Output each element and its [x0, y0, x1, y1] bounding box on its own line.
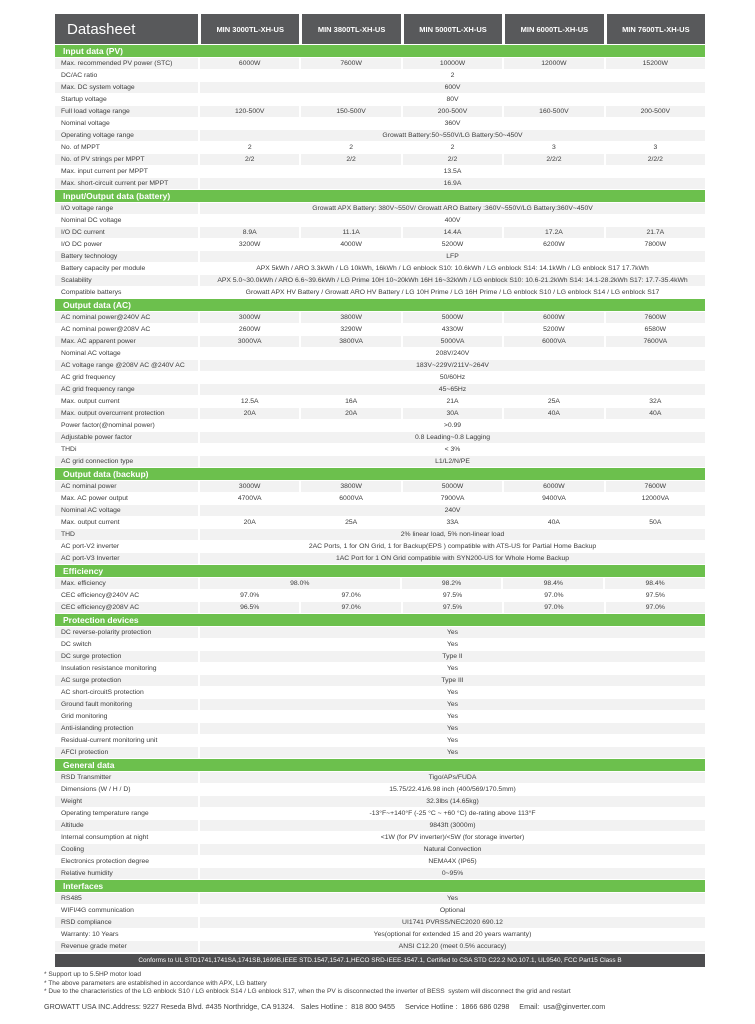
spec-row [55, 456, 705, 467]
footnote-line: * Due to the characteristics of the LG enblock S10 / LG enblock S14 / LG enblock S17, when the PV is disconnected the inverter of BESS system will disconnect the grid and restart [44, 988, 571, 995]
spec-row [55, 396, 705, 407]
spec-value: 3290W [301, 324, 400, 335]
spec-label: AC grid frequency [55, 372, 198, 383]
spec-label: Max. AC apparent power [55, 336, 198, 347]
spec-value: 13.5A [200, 166, 705, 177]
spec-label: AC grid connection type [55, 456, 198, 467]
spec-value: Yes [200, 735, 705, 746]
model-column-header: MIN 5000TL-XH-US [404, 14, 502, 44]
spec-value: 20A [200, 517, 299, 528]
spec-label: AC nominal power [55, 481, 198, 492]
spec-row [55, 348, 705, 359]
spec-row [55, 275, 705, 286]
spec-row [55, 735, 705, 746]
spec-value: 160-500V [504, 106, 603, 117]
spec-label: No. of MPPT [55, 142, 198, 153]
spec-label: Altitude [55, 820, 198, 831]
spec-value: 32.3lbs (14.65kg) [200, 796, 705, 807]
spec-label: I/O voltage range [55, 203, 198, 214]
spec-row [55, 312, 705, 323]
spec-label: Operating voltage range [55, 130, 198, 141]
spec-value: 2 [200, 142, 299, 153]
spec-row [55, 178, 705, 189]
spec-value: 6000VA [301, 493, 400, 504]
spec-value: 32A [606, 396, 705, 407]
spec-value: 21.7A [606, 227, 705, 238]
spec-value: Yes(optional for extended 15 and 20 years warranty) [200, 929, 705, 940]
spec-value: 2/2 [200, 154, 299, 165]
spec-label: DC reverse-polarity protection [55, 627, 198, 638]
spec-value: APX 5.0~30.0kWh / ARO 6.6~39.6kWh / LG Prime 10H 10~20kWh 16H 16~32kWh / LG enblock S10: 10.6-21.2kWh S14: 14.1-28.2kWh S17: 17.7-35.4kWh [200, 275, 705, 286]
spec-value: 40A [504, 408, 603, 419]
spec-label: DC surge protection [55, 651, 198, 662]
spec-value: 5200W [403, 239, 502, 250]
spec-label: Relative humidity [55, 868, 198, 879]
spec-value: 7800W [606, 239, 705, 250]
spec-value: Yes [200, 687, 705, 698]
spec-value: Type II [200, 651, 705, 662]
spec-value: 200-500V [403, 106, 502, 117]
spec-label: CEC efficiency@240V AC [55, 590, 198, 601]
spec-row [55, 699, 705, 710]
spec-value: 5200W [504, 324, 603, 335]
spec-value: 2% linear load, 5% non-linear load [200, 529, 705, 540]
spec-row [55, 360, 705, 371]
spec-value: Growatt APX Battery: 380V~550V/ Growatt ARO Battery :360V~550V/LG Battery:360V~450V [200, 203, 705, 214]
spec-value: Tigo/APs/FUDA [200, 772, 705, 783]
spec-value: 6000W [504, 312, 603, 323]
spec-value: Growatt Battery:50~550V/LG Battery:50~450V [200, 130, 705, 141]
spec-value: 2 [403, 142, 502, 153]
spec-row [55, 578, 705, 589]
section-header: Input/Output data (battery) [55, 190, 705, 202]
spec-label: Power factor(@nominal power) [55, 420, 198, 431]
spec-row [55, 263, 705, 274]
spec-row [55, 784, 705, 795]
model-column-header: MIN 3800TL-XH-US [302, 14, 400, 44]
spec-row [55, 832, 705, 843]
spec-value: 50/60Hz [200, 372, 705, 383]
spec-label: Electronics protection degree [55, 856, 198, 867]
spec-value: 6200W [504, 239, 603, 250]
spec-value: Natural Convection [200, 844, 705, 855]
spec-label: THD [55, 529, 198, 540]
spec-value: 96.5% [200, 602, 299, 613]
spec-row [55, 772, 705, 783]
spec-value: 97.5% [403, 590, 502, 601]
spec-label: Max. output current [55, 396, 198, 407]
spec-label: RSD Transmitter [55, 772, 198, 783]
spec-value: 80V [200, 94, 705, 105]
spec-row [55, 529, 705, 540]
spec-row [55, 711, 705, 722]
spec-value: Growatt APX HV Battery / Growatt ARO HV Battery / LG 10H Prime / LG 16H Prime / LG enblock S10 / LG enblock S14 / LG enblock S17 [200, 287, 705, 298]
spec-value: 4000W [301, 239, 400, 250]
footnote-line: * The above parameters are established in accordance with APX, LG battery [44, 979, 267, 987]
spec-label: Revenue grade meter [55, 941, 198, 952]
spec-value: 6000VA [504, 336, 603, 347]
spec-value: 1AC Port for 1 ON Grid compatible with SYN200-US for Whole Home Backup [200, 553, 705, 564]
spec-label: Full load voltage range [55, 106, 198, 117]
spec-value: 16.9A [200, 178, 705, 189]
spec-label: Max. input current per MPPT [55, 166, 198, 177]
spec-value: ANSI C12.20 (meet 0.5% accuracy) [200, 941, 705, 952]
spec-label: RSD compliance [55, 917, 198, 928]
spec-value: 3 [504, 142, 603, 153]
section-header: Input data (PV) [55, 45, 705, 57]
spec-label: DC switch [55, 639, 198, 650]
spec-value: <1W (for PV inverter)/<5W (for storage inverter) [200, 832, 705, 843]
spec-label: Grid monitoring [55, 711, 198, 722]
spec-label: Max. output overcurrent protection [55, 408, 198, 419]
spec-label: Battery technology [55, 251, 198, 262]
section-header: Interfaces [55, 880, 705, 892]
spec-value: 0.8 Leading~0.8 Lagging [200, 432, 705, 443]
spec-label: Cooling [55, 844, 198, 855]
spec-value: 97.0% [606, 602, 705, 613]
spec-label: Max. DC system voltage [55, 82, 198, 93]
spec-row [55, 336, 705, 347]
spec-label: Operating temperature range [55, 808, 198, 819]
spec-value: APX 5kWh / ARO 3.3kWh / LG 10kWh, 16kWh / LG enblock S10: 10.6kWh / LG enblock S14: 14.1kWh / LG enblock S17 17.7kWh [200, 263, 705, 274]
spec-row [55, 541, 705, 552]
spec-value: 360V [200, 118, 705, 129]
spec-value: 40A [606, 408, 705, 419]
spec-row [55, 142, 705, 153]
spec-row [55, 639, 705, 650]
spec-value: 10000W [403, 58, 502, 69]
spec-label: Warranty: 10 Years [55, 929, 198, 940]
spec-value: 45~65Hz [200, 384, 705, 395]
section-header: Output data (AC) [55, 299, 705, 311]
spec-value: 98.4% [503, 578, 603, 589]
spec-row [55, 723, 705, 734]
table-header [55, 14, 705, 44]
spec-value: < 3% [200, 444, 705, 455]
spec-label: I/O DC power [55, 239, 198, 250]
spec-row [55, 929, 705, 940]
spec-row [55, 408, 705, 419]
spec-label: Ground fault monitoring [55, 699, 198, 710]
spec-label: Nominal AC voltage [55, 348, 198, 359]
spec-label: Battery capacity per module [55, 263, 198, 274]
spec-label: RS485 [55, 893, 198, 904]
spec-row [55, 820, 705, 831]
spec-value: 4700VA [200, 493, 299, 504]
spec-label: AC nominal power@240V AC [55, 312, 198, 323]
spec-value: 97.0% [504, 590, 603, 601]
spec-label: No. of PV strings per MPPT [55, 154, 198, 165]
spec-row [55, 384, 705, 395]
spec-value: 16A [301, 396, 400, 407]
spec-row [55, 239, 705, 250]
spec-row [55, 94, 705, 105]
footnotes [44, 971, 705, 997]
spec-value: 0~95% [200, 868, 705, 879]
spec-label: THDi [55, 444, 198, 455]
spec-row [55, 651, 705, 662]
spec-value: Yes [200, 893, 705, 904]
spec-value: 50A [606, 517, 705, 528]
spec-label: Startup voltage [55, 94, 198, 105]
spec-row [55, 82, 705, 93]
spec-value: 97.0% [200, 590, 299, 601]
spec-value: 3800VA [301, 336, 400, 347]
spec-value: 9400VA [504, 493, 603, 504]
spec-row [55, 481, 705, 492]
section-header: Efficiency [55, 565, 705, 577]
spec-value: 3800W [301, 481, 400, 492]
spec-value: 40A [504, 517, 603, 528]
spec-value: 3 [606, 142, 705, 153]
spec-label: Residual-current monitoring unit [55, 735, 198, 746]
spec-value: 12000W [504, 58, 603, 69]
spec-value: 6000W [504, 481, 603, 492]
spec-label: Max. recommended PV power (STC) [55, 58, 198, 69]
spec-value: 11.1A [301, 227, 400, 238]
spec-value: 97.0% [301, 602, 400, 613]
spec-value: 240V [200, 505, 705, 516]
spec-row [55, 663, 705, 674]
spec-value: 25A [504, 396, 603, 407]
spec-value: Type III [200, 675, 705, 686]
spec-value: 3800W [301, 312, 400, 323]
spec-row [55, 130, 705, 141]
model-column-header: MIN 6000TL-XH-US [505, 14, 603, 44]
spec-row [55, 70, 705, 81]
spec-value: 2/2/2 [504, 154, 603, 165]
spec-value: 30A [403, 408, 502, 419]
spec-value: 21A [403, 396, 502, 407]
spec-row [55, 420, 705, 431]
spec-value: 2/2 [301, 154, 400, 165]
spec-row [55, 251, 705, 262]
footnote-line: * Support up to 5.5HP motor load [44, 971, 142, 978]
spec-value: 208V/240V [200, 348, 705, 359]
spec-value: 7600W [606, 312, 705, 323]
spec-row [55, 166, 705, 177]
spec-value: Yes [200, 711, 705, 722]
spec-table [44, 14, 705, 1011]
spec-row [55, 203, 705, 214]
spec-value: 6000W [200, 58, 299, 69]
spec-value: UI1741 PVRSS/NEC2020 690.12 [200, 917, 705, 928]
spec-label: Max. output current [55, 517, 198, 528]
spec-row [55, 372, 705, 383]
spec-value: 17.2A [504, 227, 603, 238]
spec-value: 20A [301, 408, 400, 419]
spec-value: 9843ft (3000m) [200, 820, 705, 831]
spec-value: Yes [200, 663, 705, 674]
spec-value: L1/L2/N/PE [200, 456, 705, 467]
spec-value: 12000VA [606, 493, 705, 504]
spec-value: Optional [200, 905, 705, 916]
spec-value: >0.99 [200, 420, 705, 431]
spec-value: 2/2 [403, 154, 502, 165]
spec-label: Nominal voltage [55, 118, 198, 129]
spec-value: 7600VA [606, 336, 705, 347]
spec-label: DC/AC ratio [55, 70, 198, 81]
spec-row [55, 893, 705, 904]
page-title: Datasheet [55, 14, 198, 44]
spec-label: AC port-V2 inverter [55, 541, 198, 552]
spec-value: 15200W [606, 58, 705, 69]
spec-value: Yes [200, 627, 705, 638]
spec-value: 97.0% [301, 590, 400, 601]
spec-row [55, 856, 705, 867]
spec-value: NEMA4X (IP65) [200, 856, 705, 867]
model-column-header: MIN 3000TL-XH-US [201, 14, 299, 44]
spec-value: 200-500V [606, 106, 705, 117]
section-header: General data [55, 759, 705, 771]
spec-value: 6580W [606, 324, 705, 335]
spec-value: 97.5% [403, 602, 502, 613]
model-column-header: MIN 7600TL-XH-US [607, 14, 705, 44]
company-contact-line: GROWATT USA INC.Address: 9227 Reseda Blvd. #435 Northridge, CA 91324. Sales Hotline : 818 800 9455 Service Hotline : 1866 686 0298 Email: usa@ginverter.com [44, 1001, 606, 1011]
spec-row [55, 796, 705, 807]
spec-value: 183V~229V/211V~264V [200, 360, 705, 371]
spec-value: 7600W [301, 58, 400, 69]
spec-row [55, 627, 705, 638]
spec-value: 4330W [403, 324, 502, 335]
spec-value: 120-500V [200, 106, 299, 117]
spec-value: 5000VA [403, 336, 502, 347]
spec-value: 5000W [403, 481, 502, 492]
spec-value: LFP [200, 251, 705, 262]
spec-value: 2/2/2 [606, 154, 705, 165]
spec-row [55, 905, 705, 916]
spec-label: AC nominal power@208V AC [55, 324, 198, 335]
section-header: Protection devices [55, 614, 705, 626]
spec-label: Max. AC power output [55, 493, 198, 504]
spec-row [55, 808, 705, 819]
spec-value: 2600W [200, 324, 299, 335]
spec-label: Weight [55, 796, 198, 807]
spec-label: Internal consumption at night [55, 832, 198, 843]
spec-label: AC voltage range @208V AC @240V AC [55, 360, 198, 371]
section-header: Output data (backup) [55, 468, 705, 480]
spec-value: 15.75/22.41/6.98 inch (400/569/170.5mm) [200, 784, 705, 795]
spec-row [55, 868, 705, 879]
spec-value: 3200W [200, 239, 299, 250]
spec-label: WIFI/4G communication [55, 905, 198, 916]
spec-value: 5000W [403, 312, 502, 323]
spec-value: 33A [403, 517, 502, 528]
spec-row [55, 844, 705, 855]
spec-value: Yes [200, 639, 705, 650]
spec-value: 98.4% [605, 578, 705, 589]
spec-value: 2 [200, 70, 705, 81]
spec-row [55, 444, 705, 455]
spec-value: 150-500V [301, 106, 400, 117]
spec-label: AC grid frequency range [55, 384, 198, 395]
spec-label: Anti-islanding protection [55, 723, 198, 734]
spec-value: 14.4A [403, 227, 502, 238]
spec-value: 98.0% [200, 578, 400, 589]
spec-row [55, 324, 705, 335]
spec-value: Yes [200, 699, 705, 710]
spec-label: AC surge protection [55, 675, 198, 686]
spec-value: 12.5A [200, 396, 299, 407]
spec-row [55, 590, 705, 601]
spec-value: 7600W [606, 481, 705, 492]
spec-label: CEC efficiency@208V AC [55, 602, 198, 613]
spec-value: 8.9A [200, 227, 299, 238]
spec-value: 3000W [200, 312, 299, 323]
spec-row [55, 602, 705, 613]
spec-label: I/O DC current [55, 227, 198, 238]
spec-value: 3000W [200, 481, 299, 492]
spec-row [55, 215, 705, 226]
spec-row [55, 432, 705, 443]
spec-value: -13°F~+140°F (-25 °C ~ +60 °C) de-rating above 113°F [200, 808, 705, 819]
spec-value: 2 [301, 142, 400, 153]
spec-row [55, 747, 705, 758]
spec-value: 400V [200, 215, 705, 226]
spec-value: 97.0% [504, 602, 603, 613]
spec-value: 600V [200, 82, 705, 93]
spec-value: 7900VA [403, 493, 502, 504]
spec-row [55, 106, 705, 117]
spec-label: Scalability [55, 275, 198, 286]
spec-label: Nominal DC voltage [55, 215, 198, 226]
spec-row [55, 941, 705, 952]
spec-label: Adjustable power factor [55, 432, 198, 443]
spec-row [55, 154, 705, 165]
spec-row [55, 227, 705, 238]
spec-row [55, 505, 705, 516]
spec-label: Max. short-circuit current per MPPT [55, 178, 198, 189]
spec-value: 20A [200, 408, 299, 419]
spec-row [55, 287, 705, 298]
spec-row [55, 675, 705, 686]
spec-label: AFCI protection [55, 747, 198, 758]
spec-value: 3000VA [200, 336, 299, 347]
spec-row [55, 687, 705, 698]
spec-label: Dimensions (W / H / D) [55, 784, 198, 795]
spec-row [55, 553, 705, 564]
conformance-bar: Conforms to UL STD1741,1741SA,1741SB,1699B,IEEE STD.1547,1547.1,HECO SRD-IEEE-1547.1, Certified to CSA STD C22.2 NO.107.1, UL9540, FCC Part15 Class B [55, 954, 705, 967]
spec-row [55, 493, 705, 504]
spec-label: Max. efficiency [55, 578, 198, 589]
spec-row [55, 58, 705, 69]
spec-row [55, 517, 705, 528]
spec-label: Insulation resistance monitoring [55, 663, 198, 674]
spec-label: AC port-V3 Inverter [55, 553, 198, 564]
spec-label: Nominal AC voltage [55, 505, 198, 516]
spec-value: Yes [200, 747, 705, 758]
spec-value: 98.2% [402, 578, 502, 589]
spec-value: 2AC Ports, 1 for ON Grid, 1 for Backup(EPS ) compatible with ATS-US for Partial Home Backup [200, 541, 705, 552]
spec-label: Compatible batterys [55, 287, 198, 298]
spec-row [55, 118, 705, 129]
spec-value: 97.5% [606, 590, 705, 601]
spec-value: 25A [301, 517, 400, 528]
spec-value: Yes [200, 723, 705, 734]
spec-row [55, 917, 705, 928]
spec-label: AC short-circuitS protection [55, 687, 198, 698]
